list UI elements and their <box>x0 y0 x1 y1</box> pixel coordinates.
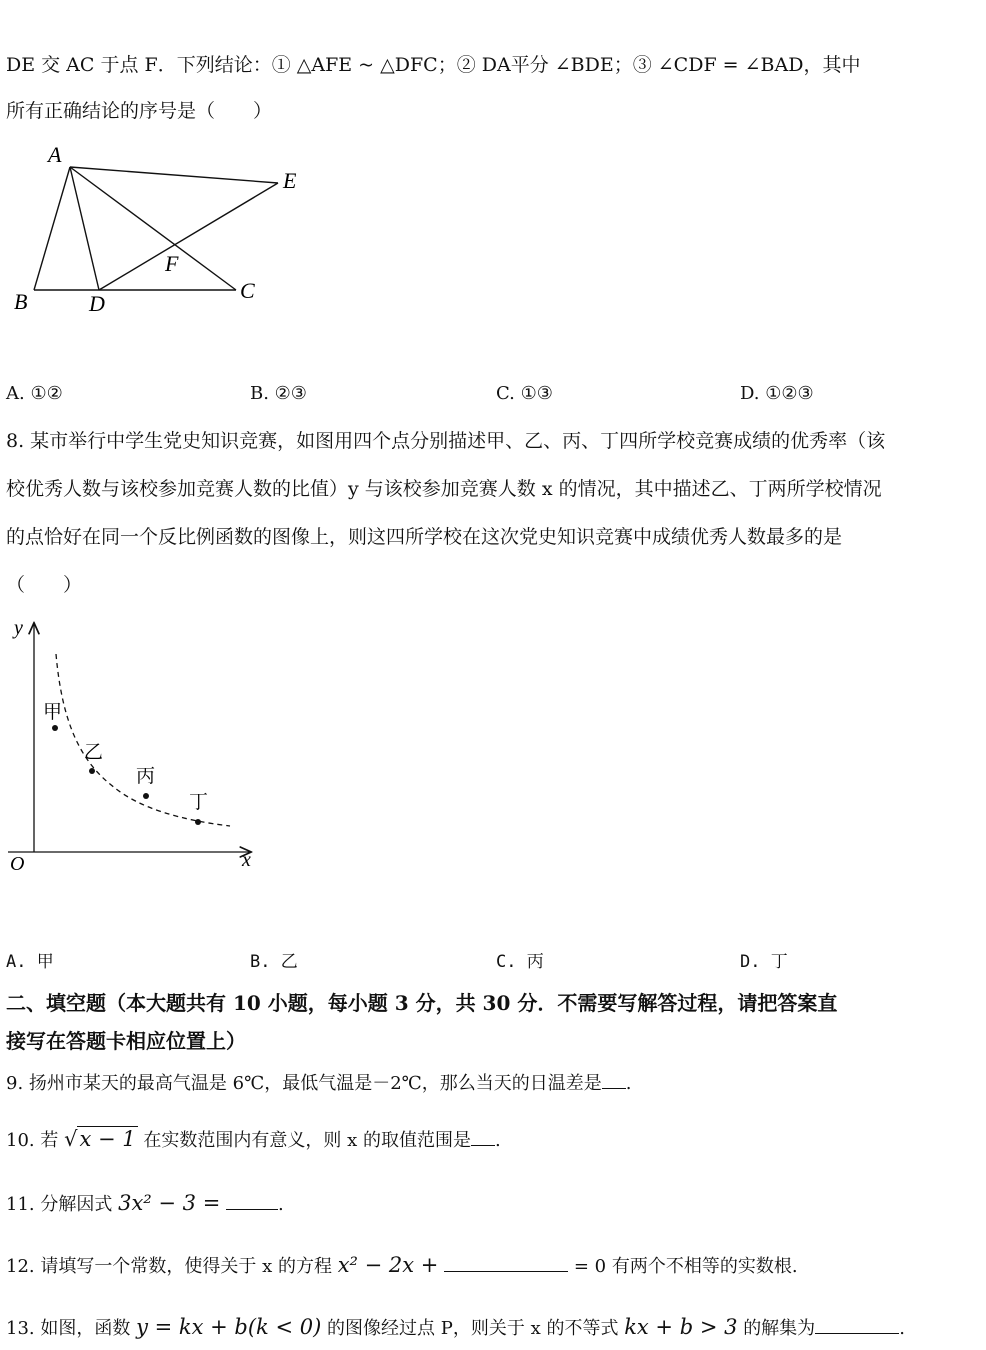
q10 <box>6 1126 501 1154</box>
q13-prefix: 13. 如图，函数 <box>6 1318 131 1339</box>
q8-line-4: （ ） <box>6 574 83 596</box>
q11-expression: 3x² − 3 = <box>118 1191 221 1215</box>
q8-option-b[interactable]: B. 乙 <box>250 952 298 972</box>
label-c: C <box>240 278 255 303</box>
q9-text: 9. 扬州市某天的最高气温是 6℃，最低气温是－2℃，那么当天的日温差是 <box>6 1073 602 1094</box>
q7-line-2: 所有正确结论的序号是（ ） <box>6 100 273 122</box>
q9-period: . <box>625 1073 632 1094</box>
point-ding <box>195 819 201 825</box>
q12-prefix: 12. 请填写一个常数，使得关于 x 的方程 <box>6 1256 332 1277</box>
q8-line-1: 8. 某市举行中学生党史知识竞赛，如图用四个点分别描述甲、乙、丙、丁四所学校竞赛成绩的优秀率（该 <box>6 430 886 452</box>
q8-option-c[interactable]: C. 丙 <box>496 952 544 972</box>
label-yi: 乙 <box>84 742 104 763</box>
segment-ab <box>34 167 70 290</box>
sqrt-radicand: x − 1 <box>79 1127 136 1151</box>
q7-option-a[interactable]: A. ①② <box>6 383 63 404</box>
q13-inequality: kx + b > 3 <box>624 1315 738 1339</box>
sqrt-expression: √x − 1 <box>64 1127 136 1151</box>
origin-label: O <box>10 853 25 875</box>
q10-period: . <box>494 1130 501 1151</box>
segment-de <box>99 183 278 290</box>
q9 <box>6 1070 632 1097</box>
q7-option-c[interactable]: C. ①③ <box>496 383 553 404</box>
label-jia: 甲 <box>43 702 63 723</box>
x-axis-label: x <box>242 849 251 871</box>
y-axis-label: y <box>14 617 23 639</box>
q11 <box>6 1190 284 1218</box>
q13-period: . <box>899 1318 905 1339</box>
q7-option-d[interactable]: D. ①②③ <box>740 383 814 404</box>
inverse-function-graph <box>0 612 270 882</box>
label-bing: 丙 <box>136 766 156 787</box>
q13-function: y = kx + b(k < 0) <box>136 1315 322 1339</box>
q8-option-d[interactable]: D. 丁 <box>740 952 788 972</box>
q7-option-b[interactable]: B. ②③ <box>250 383 307 404</box>
label-f: F <box>165 251 179 276</box>
label-b: B <box>14 289 28 314</box>
q10-text: 在实数范围内有意义，则 x 的取值范围是 <box>143 1130 471 1151</box>
q10-answer-blank[interactable] <box>471 1127 495 1146</box>
q8-option-a[interactable]: A. 甲 <box>6 952 54 972</box>
q12-answer-blank[interactable] <box>444 1253 568 1272</box>
label-a: A <box>48 142 62 167</box>
label-d: D <box>89 291 105 316</box>
q11-answer-blank[interactable] <box>226 1191 278 1210</box>
q9-answer-blank[interactable] <box>602 1070 626 1089</box>
triangle-figure <box>0 135 320 325</box>
q8-line-2: 校优秀人数与该校参加竞赛人数的比值）y 与该校参加竞赛人数 x 的情况，其中描述乙、丁两所学校情况 <box>6 478 882 500</box>
point-yi <box>89 768 95 774</box>
q8-line-3: 的点恰好在同一个反比例函数的图像上，则这四所学校在这次党史知识竞赛中成绩优秀人数最多的是 <box>6 526 843 548</box>
q12-suffix: = 0 有两个不相等的实数根. <box>573 1256 798 1277</box>
q13-middle: 的图像经过点 P，则关于 x 的不等式 <box>327 1318 619 1339</box>
q7-line-1: DE 交 AC 于点 F．下列结论：① △AFE ~ △DFC；② DA平分 ∠BDE；③ ∠CDF = ∠BAD，其中 <box>6 54 861 76</box>
section-2-heading-line-1: 二、填空题（本大题共有 10 小题，每小题 3 分，共 30 分．不需要写解答过程，请把答案直 <box>6 991 838 1015</box>
point-jia <box>52 725 58 731</box>
q11-period: . <box>278 1194 284 1215</box>
label-e: E <box>283 168 297 193</box>
point-bing <box>143 793 149 799</box>
segment-ae <box>70 167 278 183</box>
q11-prefix: 11. 分解因式 <box>6 1194 113 1215</box>
q10-prefix: 10. 若 <box>6 1130 59 1151</box>
q12 <box>6 1252 798 1280</box>
q12-expression: x² − 2x + <box>337 1253 439 1277</box>
section-2-heading-line-2: 接写在答题卡相应位置上） <box>6 1029 246 1053</box>
q13-answer-blank[interactable] <box>815 1315 899 1334</box>
q13-suffix: 的解集为 <box>743 1318 816 1339</box>
label-ding: 丁 <box>189 792 209 813</box>
q13 <box>6 1314 905 1342</box>
